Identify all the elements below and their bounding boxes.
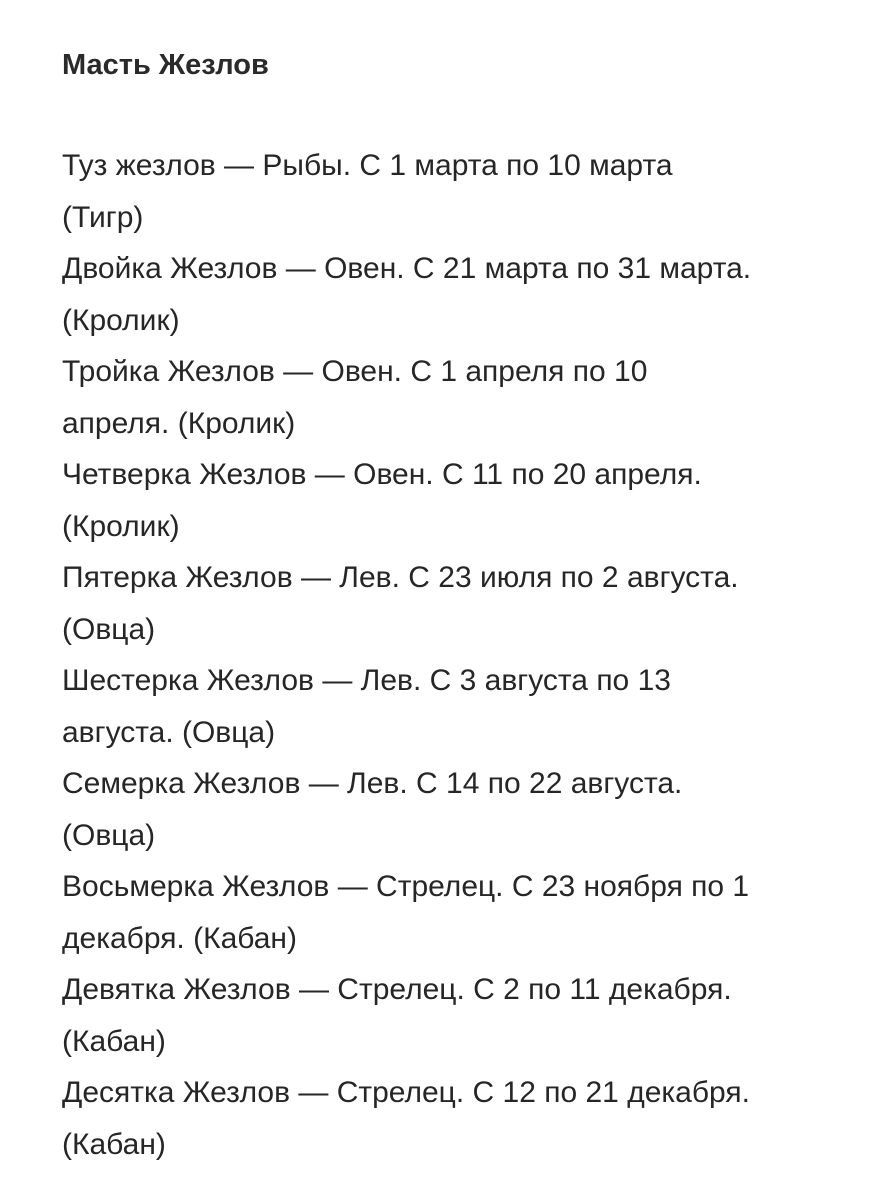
entry-text-continuation: (Кабан) <box>62 1127 166 1161</box>
entry-text: Девятка Жезлов — Стрелец. С 2 по 11 декабря. <box>62 973 732 1006</box>
list-item <box>62 655 852 758</box>
entry-text-continuation: декабря. (Кабан) <box>62 921 297 955</box>
entry-text: Тройка Жезлов — Овен. С 1 апреля по 10 <box>62 355 648 388</box>
entry-text-continuation: (Тигр) <box>62 200 144 234</box>
list-item <box>62 552 852 655</box>
entry-text-continuation: апреля. (Кролик) <box>62 406 296 440</box>
entry-text: Четверка Жезлов — Овен. С 11 по 20 апреля. <box>62 458 702 491</box>
entry-text-continuation: августа. (Овца) <box>62 715 276 749</box>
list-item <box>62 964 852 1067</box>
entry-text: Пятерка Жезлов — Лев. С 23 июля по 2 августа. <box>62 561 739 594</box>
entry-text: Семерка Жезлов — Лев. С 14 по 22 августа. <box>62 767 683 800</box>
page-title: Масть Жезлов <box>62 49 269 81</box>
entry-text: Десятка Жезлов — Стрелец. С 12 по 21 декабря. <box>62 1076 750 1109</box>
entry-text: Шестерка Жезлов — Лев. С 3 августа по 13 <box>62 664 671 697</box>
list-item <box>62 758 852 861</box>
list-item <box>62 449 852 552</box>
entry-text-continuation: (Овца) <box>62 818 156 852</box>
entry-text-continuation: (Овца) <box>62 612 156 646</box>
entry-text: Восьмерка Жезлов — Стрелец. С 23 ноября по 1 <box>62 870 750 903</box>
list-item <box>62 1067 852 1170</box>
list-item <box>62 243 852 346</box>
list-item <box>62 346 852 449</box>
entry-text-continuation: (Кролик) <box>62 509 180 543</box>
entry-text: Двойка Жезлов — Овен. С 21 марта по 31 марта. <box>62 252 752 285</box>
entry-text-continuation: (Кабан) <box>62 1024 166 1058</box>
entry-text-continuation: (Кролик) <box>62 303 180 337</box>
entry-text: Туз жезлов — Рыбы. С 1 марта по 10 марта <box>62 149 673 182</box>
entry-list <box>62 140 852 1170</box>
list-item <box>62 140 852 243</box>
list-item <box>62 861 852 964</box>
